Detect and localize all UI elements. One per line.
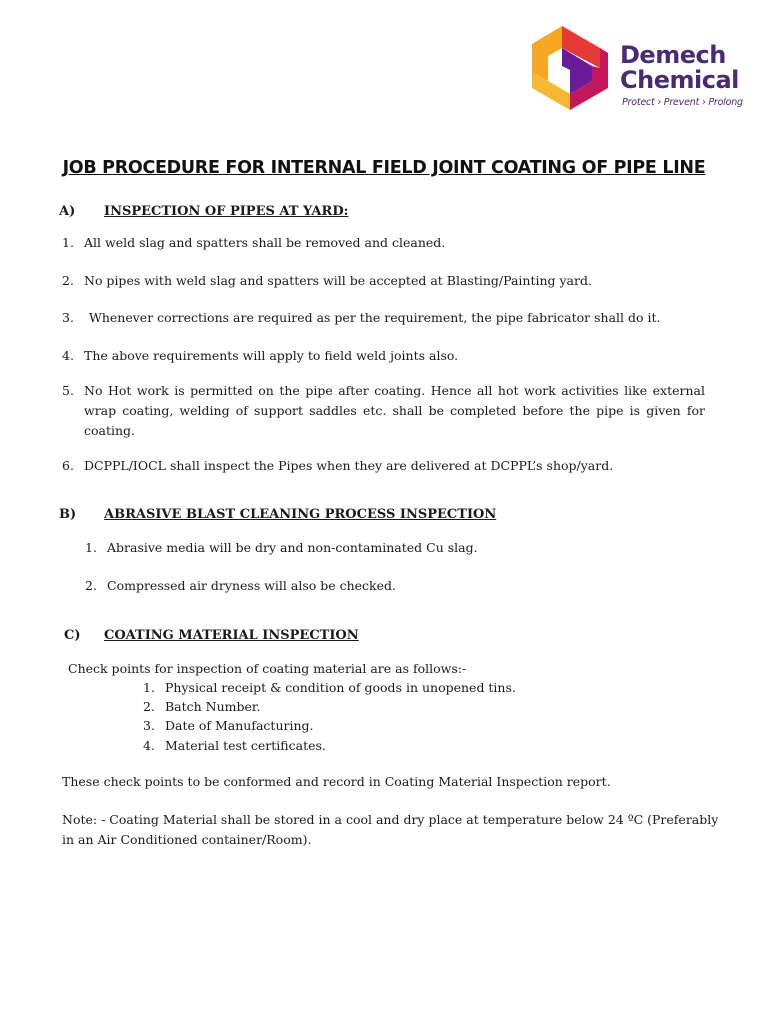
conform-paragraph: These check points to be conformed and record in Coating Material Inspection report. <box>62 774 611 789</box>
list-item-text: Material test certificates. <box>165 738 326 753</box>
list-item-number: 1. <box>62 235 74 250</box>
list-item-text: Batch Number. <box>165 699 261 714</box>
section-letter: C) <box>64 628 81 643</box>
list-item-text: Physical receipt & condition of goods in unopened tins. <box>165 680 516 695</box>
list-item-text: The above requirements will apply to field weld joints also. <box>84 348 459 363</box>
logo-mark-icon <box>532 26 612 111</box>
list-item-text: DCPPL/IOCL shall inspect the Pipes when they are delivered at DCPPL’s shop/yard. <box>84 458 614 473</box>
logo-name-line1: Demech <box>620 41 726 69</box>
list-item-number: 1. <box>143 680 155 695</box>
section-a-heading <box>59 204 459 222</box>
coating-intro: Check points for inspection of coating material are as follows:- <box>68 661 467 676</box>
section-b-heading <box>59 507 509 525</box>
list-item-text: All weld slag and spatters shall be removed and cleaned. <box>84 235 446 250</box>
section-letter: A) <box>59 204 76 219</box>
list-item-number: 3. <box>143 718 155 733</box>
list-item-text: No pipes with weld slag and spatters will be accepted at Blasting/Painting yard. <box>84 273 592 288</box>
document-title: JOB PROCEDURE FOR INTERNAL FIELD JOINT COATING OF PIPE LINE <box>62 158 706 178</box>
list-item-number: 4. <box>62 348 74 363</box>
list-item-number: 2. <box>62 273 74 288</box>
storage-note: Note: - Coating Material shall be stored in a cool and dry place at temperature below 24 ºC (Preferably in an Air Conditioned container/Room). <box>62 812 719 847</box>
list-item-number: 6. <box>62 458 74 473</box>
logo-name-line2: Chemical <box>620 66 739 94</box>
list-item-text: Compressed air dryness will also be checked. <box>107 578 397 593</box>
list-item-number: 1. <box>85 540 97 555</box>
company-logo <box>532 26 742 116</box>
list-item-number: 5. <box>62 383 74 398</box>
section-c-heading <box>64 628 464 646</box>
list-item-number: 2. <box>85 578 97 593</box>
section-title: COATING MATERIAL INSPECTION <box>104 628 359 643</box>
list-item-number: 3. <box>62 310 74 325</box>
list-item-number: 4. <box>143 738 155 753</box>
list-item-text: Date of Manufacturing. <box>165 718 314 733</box>
section-title: INSPECTION OF PIPES AT YARD: <box>104 204 349 219</box>
list-item-text: No Hot work is permitted on the pipe after coating. Hence all hot work activities like external wrap coating, welding of support saddles etc. shall be completed before the pipe is given for coating. <box>84 383 705 438</box>
list-item-text: Whenever corrections are required as per the requirement, the pipe fabricator shall do it. <box>89 310 661 325</box>
list-item-number: 2. <box>143 699 155 714</box>
list-item-text: Abrasive media will be dry and non-contaminated Cu slag. <box>107 540 478 555</box>
section-title: ABRASIVE BLAST CLEANING PROCESS INSPECTION <box>104 507 497 522</box>
logo-tagline: Protect › Prevent › Prolong <box>622 97 743 108</box>
section-letter: B) <box>59 507 77 522</box>
